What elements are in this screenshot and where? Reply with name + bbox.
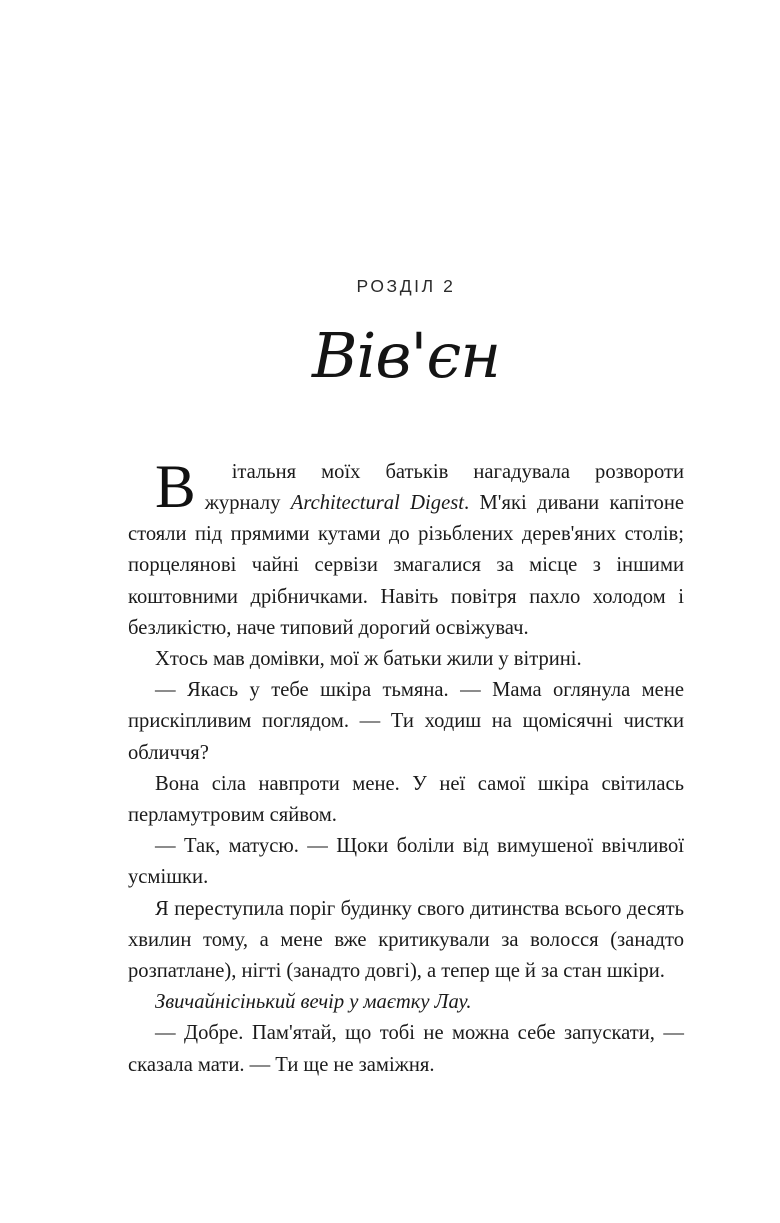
paragraph: Вона сіла навпроти мене. У неї самої шкіра світилась перламутровим сяйвом. [128,772,684,827]
paragraph-dialogue: — Якась у тебе шкіра тьмяна. — Мама оглянула мене прискіпливим поглядом. — Ти ходиш на щомісячні чистки обличчя? [128,679,684,764]
paragraph-opening [128,453,685,644]
paragraph-dialogue: — Добре. Пам'ятай, що тобі не можна себе запускати, — сказала мати. — Ти ще не заміжня. [128,1022,684,1076]
paragraph-segment: . М'які дивани капітоне стояли під прямими кутами до різьблених дерев'яних столів; порцелянові чайні сервізи змагалися за місце з іншими коштовними дрібничками. Навіть повітря пахло холодом і безликістю, наче типовий дорогий освіжувач. [128,492,685,639]
page-content-column [128,0,684,1081]
chapter-label: РОЗДІЛ 2 [356,276,456,296]
drop-cap: В [155,453,196,521]
paragraph-inner-thought: Звичайнісінький вечір у маєтку Лау. [155,991,472,1014]
paragraph-segment: італьня моїх батьків нагадувала розвороти журналу [204,460,684,514]
magazine-title: Architectural Digest [290,492,464,514]
chapter-title: Вів'єн [311,318,501,392]
paragraph-dialogue: — Так, матусю. — Щоки боліли від вимушеної ввічливої усмішки. [128,835,684,889]
paragraph: Я переступила поріг будинку свого дитинства всього десять хвилин тому, а мене вже критикували за волосся (занадто розпатлане), нігті (занадто довгі), а тепер ще й за стан шкіри. [128,897,684,983]
paragraph: Хтось мав домівки, мої ж батьки жили у вітрині. [155,648,582,671]
body-text [128,453,685,1081]
